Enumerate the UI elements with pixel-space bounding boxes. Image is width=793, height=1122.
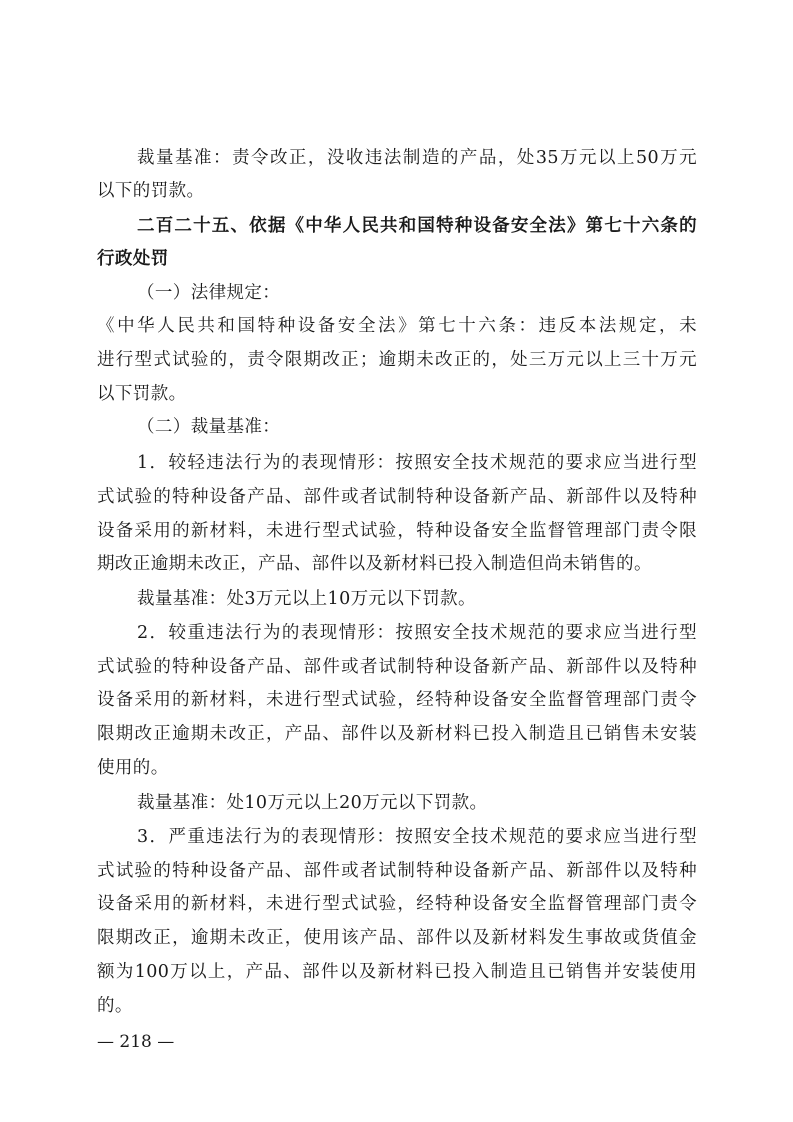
- text-line: 裁量基准：责令改正，没收违法制造的产品，处35万元以上50万元: [137, 148, 697, 168]
- text-line: 1．较轻违法行为的表现情形：按照安全技术规范的要求应当进行型: [137, 453, 697, 473]
- text-line: 《中华人民共和国特种设备安全法》第七十六条：违反本法规定，未: [97, 316, 697, 336]
- section-heading: 二百二十五、依据《中华人民共和国特种设备安全法》第七十六条的: [137, 216, 697, 236]
- page-number: — 218 —: [97, 1032, 175, 1052]
- text-line: 式试验的特种设备产品、部件或者试制特种设备新产品、新部件以及特种: [97, 487, 697, 507]
- text-line: 进行型式试验的，责令限期改正；逾期未改正的，处三万元以上三十万元: [97, 350, 697, 370]
- text-line: 以下的罚款。: [97, 181, 205, 201]
- text-line: 式试验的特种设备产品、部件或者试制特种设备新产品、新部件以及特种: [97, 657, 697, 677]
- text-line: 使用的。: [97, 758, 169, 778]
- text-line: 裁量基准：处3万元以上10万元以下罚款。: [137, 589, 476, 609]
- text-line: 限期改正逾期未改正，产品、部件以及新材料已投入制造且已销售未安装: [97, 724, 697, 744]
- text-line: 2．较重违法行为的表现情形：按照安全技术规范的要求应当进行型: [137, 623, 697, 643]
- text-line: 设备采用的新材料，未进行型式试验，特种设备安全监督管理部门责令限: [97, 521, 697, 541]
- text-line: 设备采用的新材料，未进行型式试验，经特种设备安全监督管理部门责令: [97, 894, 697, 914]
- text-line: 的。: [97, 996, 133, 1016]
- text-line: 以下罚款。: [97, 384, 187, 404]
- section-heading: 行政处罚: [97, 249, 169, 269]
- text-line: 设备采用的新材料，未进行型式试验，经特种设备安全监督管理部门责令: [97, 690, 697, 710]
- text-line: 期改正逾期未改正，产品、部件以及新材料已投入制造但尚未销售的。: [97, 554, 652, 574]
- subheading-criteria: （二）裁量基准：: [137, 417, 281, 437]
- text-line: 3．严重违法行为的表现情形：按照安全技术规范的要求应当进行型: [137, 827, 697, 847]
- text-line: 裁量基准：处10万元以上20万元以下罚款。: [137, 793, 488, 813]
- text-line: 限期改正，逾期未改正，使用该产品、部件以及新材料发生事故或货值金: [97, 928, 697, 948]
- subheading-legal-provisions: （一）法律规定：: [137, 283, 281, 303]
- text-line: 额为100万以上，产品、部件以及新材料已投入制造且已销售并安装使用: [97, 962, 697, 982]
- text-line: 式试验的特种设备产品、部件或者试制特种设备新产品、新部件以及特种: [97, 861, 697, 881]
